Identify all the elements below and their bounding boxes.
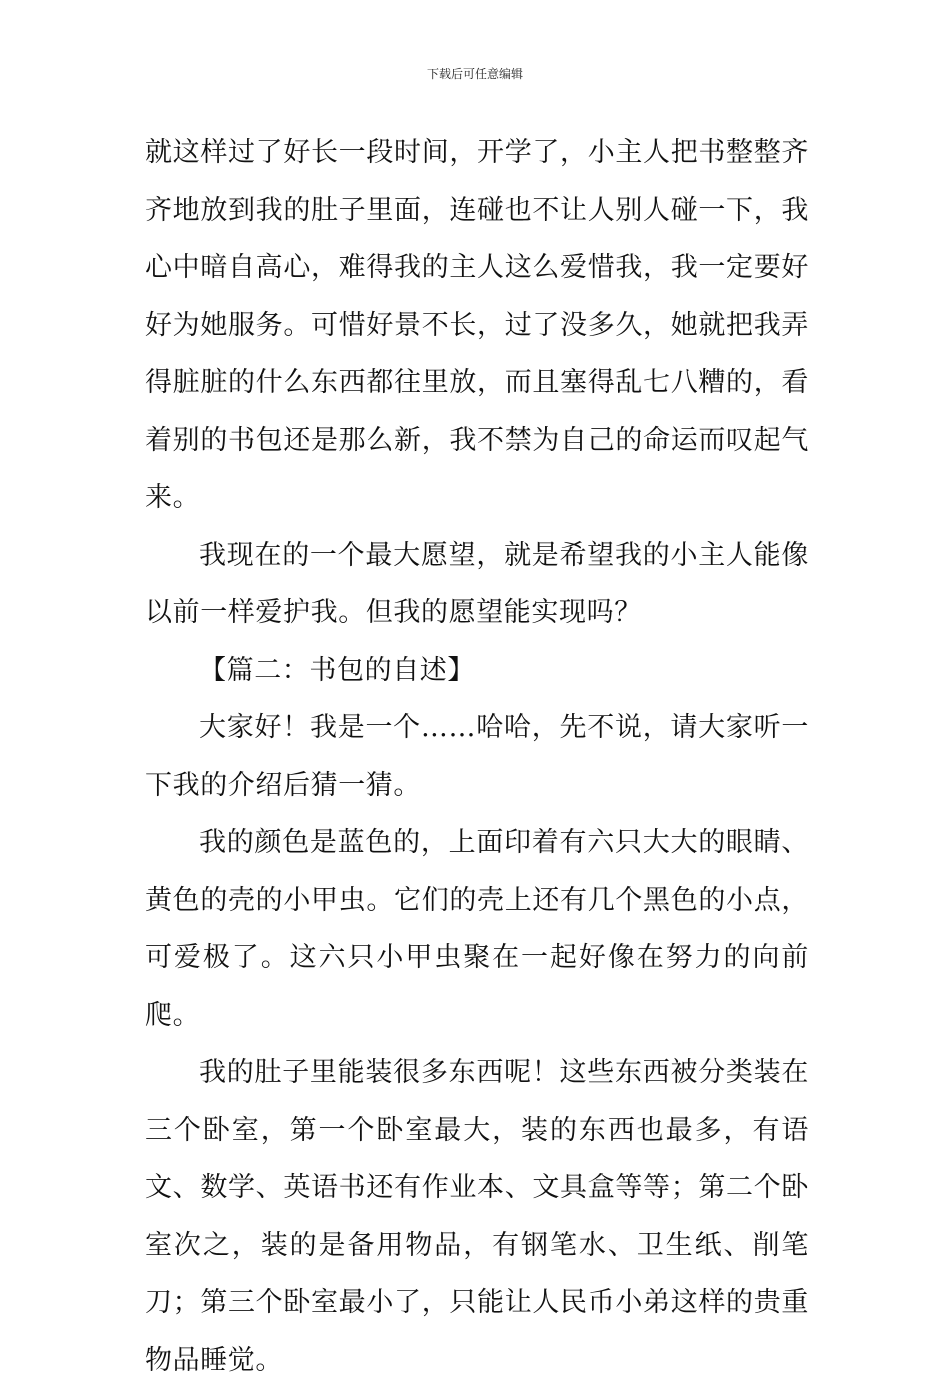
paragraph: 我现在的一个最大愿望，就是希望我的小主人能像以前一样爱护我。但我的愿望能实现吗？ [145,539,809,628]
paragraph: 大家好！我是一个……哈哈，先不说，请大家听一下我的介绍后猜一猜。 [145,712,809,801]
section-heading: 【篇二：书包的自述】 [199,654,475,686]
page-header: 下载后可任意编辑 [426,67,523,81]
paragraph-continued: 就这样过了好长一段时间，开学了，小主人把书整整齐齐地放到我的肚子里面，连碰也不让人别人碰一下，我心中暗自高心，难得我的主人这么爱惜我，我一定要好好为她服务。可惜好景不长，过了没多久，她就把我弄得脏脏的什么东西都往里放，而且塞得乱七八糟的，看着别的书包还是那么新，我不禁为自己的命运而叹起气来。 [145,137,809,513]
paragraph: 我的肚子里能装很多东西呢！这些东西被分类装在三个卧室，第一个卧室最大，装的东西也最多，有语文、数学、英语书还有作业本、文具盒等等；第二个卧室次之，装的是备用物品，有钢笔水、卫生纸、削笔刀；第三个卧室最小了，只能让人民币小弟这样的贵重物品睡觉。 [145,1057,809,1376]
paragraph: 我的颜色是蓝色的，上面印着有六只大大的眼睛、黄色的壳的小甲虫。它们的壳上还有几个黑色的小点，可爱极了。这六只小甲虫聚在一起好像在努力的向前爬。 [145,827,809,1031]
document-body [145,124,809,1389]
